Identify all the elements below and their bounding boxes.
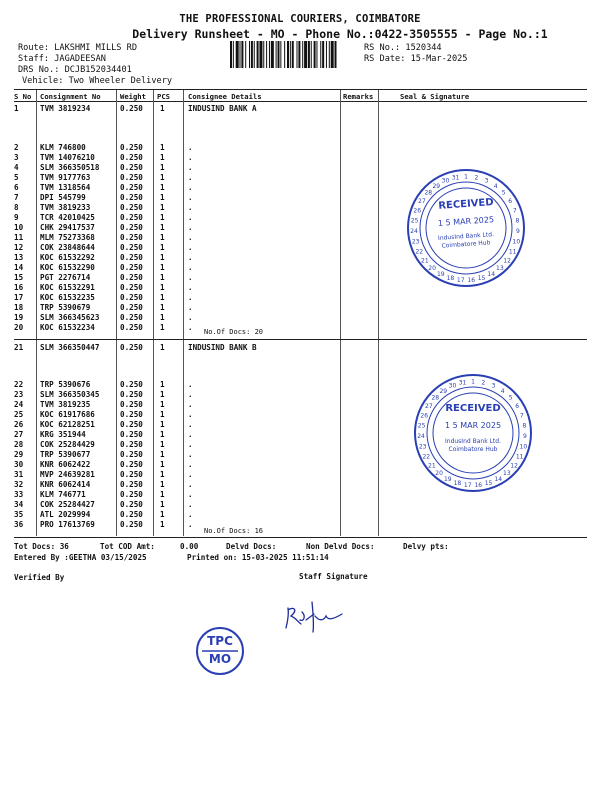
row-sno: 28: [14, 440, 24, 449]
row-weight: 0.250: [120, 390, 143, 399]
row-weight: 0.250: [120, 420, 143, 429]
row-consignee-dot: .: [188, 420, 193, 429]
vehicle-label: Vehicle: Two Wheeler Delivery: [22, 76, 173, 86]
received-date: 1 5 MAR 2025: [444, 421, 502, 430]
table-row: [0, 510, 600, 520]
row-consignment: KOC 61532234: [40, 323, 95, 332]
row-pcs: 1: [160, 283, 165, 292]
row-consignee-dot: .: [188, 183, 193, 192]
svg-text:20: 20: [435, 469, 443, 477]
row-consignment: TCR 42010425: [40, 213, 95, 222]
delivered-docs: Delvd Docs:: [226, 542, 277, 551]
group-b-doc-count: No.Of Docs: 16: [204, 527, 264, 535]
row-sno: 11: [14, 233, 24, 242]
row-pcs: 1: [160, 343, 165, 352]
row-consignment: TRP 5390676: [40, 380, 91, 389]
svg-text:13: 13: [496, 264, 504, 272]
row-sno: 33: [14, 490, 24, 499]
svg-text:1: 1: [464, 173, 468, 181]
col-consignment-header: Consignment No: [40, 92, 101, 101]
row-weight: 0.250: [120, 193, 143, 202]
row-pcs: 1: [160, 233, 165, 242]
svg-text:3: 3: [491, 382, 496, 390]
row-sno: 32: [14, 480, 24, 489]
staff-label: Staff: JAGADEESAN: [18, 54, 106, 64]
row-sno: 7: [14, 193, 19, 202]
row-consignment: TRP 5390679: [40, 303, 91, 312]
row-weight: 0.250: [120, 343, 143, 352]
svg-text:26: 26: [413, 207, 422, 215]
svg-text:30: 30: [441, 177, 450, 185]
row-consignment: KOC 61532292: [40, 253, 95, 262]
row-weight: 0.250: [120, 163, 143, 172]
row-sno: 26: [14, 420, 24, 429]
row-consignee-dot: .: [188, 283, 193, 292]
received-date: 1 5 MAR 2025: [437, 215, 495, 228]
row-sno: 18: [14, 303, 24, 312]
svg-text:25: 25: [410, 217, 419, 225]
row-sno: 15: [14, 273, 24, 282]
row-pcs: 1: [160, 243, 165, 252]
row-sno: 3: [14, 153, 19, 162]
table-row: [0, 313, 600, 323]
route-label: Route: LAKSHMI MILLS RD: [18, 43, 137, 53]
row-weight: 0.250: [120, 490, 143, 499]
row-consignee-dot: .: [188, 390, 193, 399]
row-consignee-dot: .: [188, 173, 193, 182]
row-pcs: 1: [160, 390, 165, 399]
row-pcs: 1: [160, 313, 165, 322]
row-sno: 10: [14, 223, 24, 232]
row-consignment: COK 25284429: [40, 440, 95, 449]
row-sno: 16: [14, 283, 24, 292]
row-consignment: DPI 545799: [40, 193, 86, 202]
row-weight: 0.250: [120, 104, 143, 113]
row-consignment: COK 23848644: [40, 243, 95, 252]
svg-text:10: 10: [519, 443, 528, 451]
row-weight: 0.250: [120, 263, 143, 272]
row-sno: 34: [14, 500, 24, 509]
row-consignee-dot: .: [188, 430, 193, 439]
row-consignment: KOC 61917686: [40, 410, 95, 419]
row-consignment: TVM 9177763: [40, 173, 91, 182]
row-sno: 19: [14, 313, 24, 322]
svg-text:17: 17: [456, 277, 465, 285]
row-pcs: 1: [160, 263, 165, 272]
row-sno: 27: [14, 430, 24, 439]
row-pcs: 1: [160, 303, 165, 312]
row-consignment: KNR 6062414: [40, 480, 91, 489]
row-sno: 25: [14, 410, 24, 419]
row-consignment: KLM 746771: [40, 490, 86, 499]
row-weight: 0.250: [120, 253, 143, 262]
row-consignee-dot: .: [188, 410, 193, 419]
svg-text:2: 2: [481, 379, 486, 387]
row-consignment: ATL 2029994: [40, 510, 91, 519]
tpc-stamp-text: TPC: [207, 634, 233, 648]
row-consignee-dot: .: [188, 323, 193, 332]
staff-signature-label: Staff Signature: [299, 572, 368, 581]
row-sno: 2: [14, 143, 19, 152]
row-pcs: 1: [160, 203, 165, 212]
row-consignee-dot: .: [188, 440, 193, 449]
row-consignee-dot: .: [188, 253, 193, 262]
table-row: [0, 500, 600, 510]
svg-text:27: 27: [425, 402, 433, 410]
row-consignment: SLM 366345623: [40, 313, 100, 322]
row-pcs: 1: [160, 273, 165, 282]
svg-text:22: 22: [415, 248, 424, 256]
row-weight: 0.250: [120, 303, 143, 312]
row-pcs: 1: [160, 500, 165, 509]
row-weight: 0.250: [120, 293, 143, 302]
received-bank: IndusInd Bank Ltd.: [445, 438, 501, 445]
received-hub: Coimbatore Hub: [441, 239, 491, 250]
row-weight: 0.250: [120, 480, 143, 489]
row-pcs: 1: [160, 213, 165, 222]
row-pcs: 1: [160, 323, 165, 332]
row-consignee-dot: .: [188, 450, 193, 459]
svg-text:2: 2: [474, 174, 479, 182]
svg-text:22: 22: [422, 453, 431, 461]
row-pcs: 1: [160, 520, 165, 529]
company-title: THE PROFESSIONAL COURIERS, COIMBATORE: [179, 13, 421, 25]
row-weight: 0.250: [120, 410, 143, 419]
row-consignment: TVM 1318564: [40, 183, 91, 192]
verified-by: Verified By: [14, 573, 65, 582]
svg-text:13: 13: [503, 469, 511, 477]
table-row: [0, 520, 600, 530]
non-delivered-docs: Non Delvd Docs:: [306, 542, 375, 551]
row-consignee-dot: .: [188, 303, 193, 312]
row-weight: 0.250: [120, 223, 143, 232]
row-consignee-dot: .: [188, 510, 193, 519]
svg-text:17: 17: [463, 482, 472, 490]
table-header-rule: [14, 101, 587, 102]
row-consignee-dot: .: [188, 500, 193, 509]
row-consignment: PGT 2276714: [40, 273, 91, 282]
row-sno: 8: [14, 203, 19, 212]
group-a-doc-count: No.Of Docs: 20: [204, 328, 264, 336]
row-weight: 0.250: [120, 183, 143, 192]
svg-text:21: 21: [421, 257, 429, 265]
row-pcs: 1: [160, 430, 165, 439]
row-pcs: 1: [160, 440, 165, 449]
row-weight: 0.250: [120, 430, 143, 439]
row-consignment: KNR 6062422: [40, 460, 91, 469]
svg-text:19: 19: [436, 270, 445, 278]
row-pcs: 1: [160, 143, 165, 152]
svg-text:11: 11: [515, 453, 524, 461]
row-consignee-dot: .: [188, 263, 193, 272]
row-sno: 1: [14, 104, 19, 113]
svg-text:15: 15: [477, 275, 486, 283]
received-bank: IndusInd Bank Ltd.: [437, 231, 495, 242]
row-consignee-dot: .: [188, 243, 193, 252]
row-sno: 30: [14, 460, 24, 469]
row-sno: 5: [14, 173, 19, 182]
row-weight: 0.250: [120, 313, 143, 322]
svg-text:23: 23: [418, 443, 427, 451]
row-weight: 0.250: [120, 213, 143, 222]
row-consignment: TVM 3819233: [40, 203, 91, 212]
svg-text:9: 9: [516, 228, 520, 236]
rs-number: RS No.: 1520344: [364, 43, 442, 53]
row-sno: 31: [14, 470, 24, 479]
row-weight: 0.250: [120, 233, 143, 242]
row-pcs: 1: [160, 490, 165, 499]
svg-text:9: 9: [523, 433, 527, 441]
runsheet-title: Delivery Runsheet - MO - Phone No.:0422-3505555 - Page No.:1: [132, 27, 548, 41]
row-sno: 6: [14, 183, 19, 192]
row-weight: 0.250: [120, 450, 143, 459]
row-weight: 0.250: [120, 400, 143, 409]
row-pcs: 1: [160, 163, 165, 172]
svg-text:4: 4: [493, 182, 498, 190]
received-word: RECEIVED: [438, 197, 494, 212]
row-consignment: COK 25284427: [40, 500, 95, 509]
row-consignee-dot: .: [188, 213, 193, 222]
table-row: [0, 303, 600, 313]
received-stamp-1: [405, 167, 527, 289]
row-consignee-dot: .: [188, 480, 193, 489]
row-sno: 29: [14, 450, 24, 459]
svg-text:12: 12: [503, 257, 511, 265]
svg-text:8: 8: [515, 217, 520, 225]
svg-text:8: 8: [522, 422, 527, 430]
row-consignee-dot: .: [188, 380, 193, 389]
row-pcs: 1: [160, 470, 165, 479]
col-sno-header: S No: [14, 92, 32, 101]
row-weight: 0.250: [120, 243, 143, 252]
row-weight: 0.250: [120, 323, 143, 332]
svg-text:28: 28: [424, 189, 433, 197]
row-consignee-dot: .: [188, 153, 193, 162]
row-consignment: TVM 3819234: [40, 104, 91, 113]
row-consignee-dot: .: [188, 490, 193, 499]
row-pcs: 1: [160, 460, 165, 469]
svg-text:29: 29: [439, 387, 448, 395]
row-consignee-dot: .: [188, 400, 193, 409]
group-separator-rule: [14, 339, 587, 340]
received-stamp-2: [412, 372, 534, 494]
row-pcs: 1: [160, 193, 165, 202]
svg-text:21: 21: [428, 462, 436, 470]
row-weight: 0.250: [120, 273, 143, 282]
row-consignment: TVM 14076210: [40, 153, 95, 162]
svg-text:25: 25: [417, 422, 426, 430]
consignee-name: INDUSIND BANK A: [188, 104, 257, 113]
row-consignee-dot: .: [188, 313, 193, 322]
delivery-points: Delvy pts:: [403, 542, 449, 551]
col-weight-header: Weight: [120, 92, 146, 101]
row-sno: 20: [14, 323, 24, 332]
table-row: [0, 323, 600, 333]
svg-text:29: 29: [432, 182, 441, 190]
row-weight: 0.250: [120, 510, 143, 519]
row-pcs: 1: [160, 153, 165, 162]
row-pcs: 1: [160, 510, 165, 519]
row-pcs: 1: [160, 223, 165, 232]
svg-text:20: 20: [428, 264, 436, 272]
row-consignee-dot: .: [188, 143, 193, 152]
table-row: [0, 153, 600, 163]
row-weight: 0.250: [120, 520, 143, 529]
mo-stamp-text: MO: [208, 652, 232, 666]
svg-text:3: 3: [484, 177, 489, 185]
tpc-mo-stamp: [195, 626, 245, 676]
row-sno: 23: [14, 390, 24, 399]
staff-signature-image: [282, 598, 352, 638]
row-pcs: 1: [160, 183, 165, 192]
row-consignment: SLM 366350518: [40, 163, 100, 172]
row-consignment: SLM 366350345: [40, 390, 100, 399]
table-row: [0, 293, 600, 303]
svg-text:18: 18: [453, 480, 462, 488]
row-weight: 0.250: [120, 153, 143, 162]
row-weight: 0.250: [120, 173, 143, 182]
row-sno: 12: [14, 243, 24, 252]
svg-text:30: 30: [448, 382, 457, 390]
col-consignee-header: Consignee Details: [188, 92, 262, 101]
svg-text:16: 16: [467, 277, 476, 285]
row-weight: 0.250: [120, 440, 143, 449]
row-consignee-dot: .: [188, 273, 193, 282]
row-consignment: SLM 366350447: [40, 343, 100, 352]
row-consignee-dot: .: [188, 163, 193, 172]
received-hub: Coimbatore Hub: [448, 446, 498, 453]
row-consignment: MLM 75273368: [40, 233, 95, 242]
row-weight: 0.250: [120, 380, 143, 389]
total-cod-label: Tot COD Amt:: [100, 542, 155, 551]
row-weight: 0.250: [120, 283, 143, 292]
col-remarks-header: Remarks: [343, 92, 374, 101]
svg-text:24: 24: [410, 228, 418, 236]
printed-on: Printed on: 15-03-2025 11:51:14: [187, 553, 329, 562]
row-sno: 22: [14, 380, 24, 389]
row-sno: 35: [14, 510, 24, 519]
total-cod-value: 0.00: [180, 542, 199, 551]
row-consignee-dot: .: [188, 293, 193, 302]
row-consignee-dot: .: [188, 203, 193, 212]
svg-text:18: 18: [446, 275, 455, 283]
row-weight: 0.250: [120, 460, 143, 469]
row-sno: 36: [14, 520, 24, 529]
col-pcs-header: PCS: [157, 92, 170, 101]
table-top-rule: [14, 89, 587, 90]
svg-text:5: 5: [501, 189, 506, 197]
svg-text:14: 14: [487, 270, 496, 278]
row-consignee-dot: .: [188, 193, 193, 202]
row-consignment: TRP 5390677: [40, 450, 91, 459]
row-consignee-dot: .: [188, 470, 193, 479]
row-sno: 24: [14, 400, 24, 409]
received-word: RECEIVED: [445, 403, 501, 414]
row-pcs: 1: [160, 480, 165, 489]
svg-text:19: 19: [443, 475, 452, 483]
svg-text:11: 11: [508, 248, 517, 256]
row-sno: 17: [14, 293, 24, 302]
row-weight: 0.250: [120, 470, 143, 479]
svg-text:26: 26: [420, 412, 429, 420]
svg-text:15: 15: [484, 480, 493, 488]
row-consignment: MVP 24639281: [40, 470, 95, 479]
row-consignee-dot: .: [188, 223, 193, 232]
row-pcs: 1: [160, 173, 165, 182]
row-weight: 0.250: [120, 203, 143, 212]
barcode-image: [230, 41, 358, 68]
col-seal-header: Seal & Signature: [400, 92, 470, 101]
svg-text:5: 5: [508, 394, 513, 402]
row-consignment: PRO 17613769: [40, 520, 95, 529]
row-consignment: TVM 3819235: [40, 400, 91, 409]
svg-text:16: 16: [474, 482, 483, 490]
row-consignment: KOC 62128251: [40, 420, 95, 429]
row-consignment: CHK 29417537: [40, 223, 95, 232]
svg-text:6: 6: [508, 197, 513, 205]
drs-number: DRS No.: DCJB152034401: [18, 65, 132, 75]
svg-text:27: 27: [418, 197, 426, 205]
svg-text:14: 14: [494, 475, 503, 483]
table-row: [0, 104, 600, 114]
row-consignee-dot: .: [188, 233, 193, 242]
row-sno: 9: [14, 213, 19, 222]
svg-text:6: 6: [515, 402, 520, 410]
row-pcs: 1: [160, 410, 165, 419]
row-consignee-dot: .: [188, 520, 193, 529]
row-sno: 13: [14, 253, 24, 262]
row-consignment: KLM 746800: [40, 143, 86, 152]
svg-text:12: 12: [510, 462, 518, 470]
svg-text:4: 4: [500, 387, 505, 395]
row-consignment: KOC 61532235: [40, 293, 95, 302]
svg-text:7: 7: [519, 412, 524, 420]
table-bottom-rule: [14, 537, 587, 538]
total-docs: Tot Docs: 36: [14, 542, 69, 551]
row-pcs: 1: [160, 293, 165, 302]
row-pcs: 1: [160, 104, 165, 113]
row-pcs: 1: [160, 420, 165, 429]
svg-text:28: 28: [431, 394, 440, 402]
rs-date: RS Date: 15-Mar-2025: [364, 54, 468, 64]
row-sno: 21: [14, 343, 24, 352]
svg-text:1: 1: [471, 378, 475, 386]
table-row: [0, 143, 600, 153]
svg-text:7: 7: [512, 207, 517, 215]
row-pcs: 1: [160, 380, 165, 389]
svg-text:24: 24: [417, 433, 425, 441]
row-weight: 0.250: [120, 500, 143, 509]
svg-text:10: 10: [512, 238, 521, 246]
row-sno: 14: [14, 263, 24, 272]
row-consignment: KOC 61532291: [40, 283, 95, 292]
table-row: [0, 343, 600, 353]
row-consignment: KOC 61532290: [40, 263, 95, 272]
row-pcs: 1: [160, 450, 165, 459]
row-pcs: 1: [160, 253, 165, 262]
svg-text:23: 23: [411, 238, 420, 246]
row-weight: 0.250: [120, 143, 143, 152]
entered-by: Entered By :GEETHA 03/15/2025: [14, 553, 147, 562]
row-consignee-dot: .: [188, 460, 193, 469]
svg-text:31: 31: [451, 174, 460, 182]
row-pcs: 1: [160, 400, 165, 409]
consignee-name: INDUSIND BANK B: [188, 343, 257, 352]
row-consignment: KRG 351944: [40, 430, 86, 439]
svg-text:31: 31: [458, 379, 467, 387]
row-sno: 4: [14, 163, 19, 172]
